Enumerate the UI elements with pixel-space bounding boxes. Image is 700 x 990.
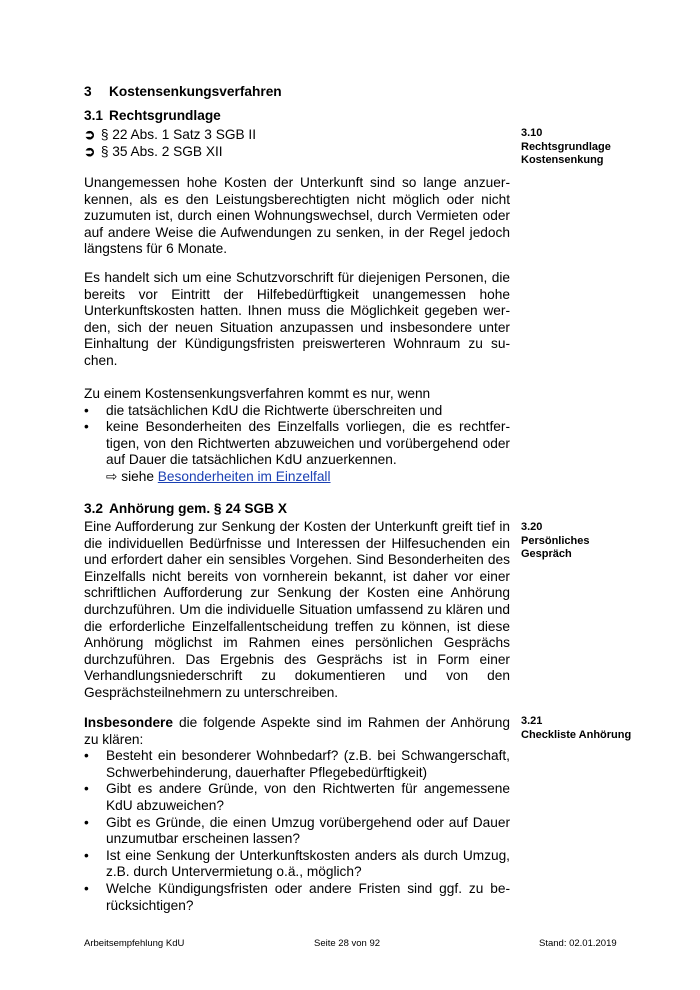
heading-3-2-title: Anhörung gem. § 24 SGB X [109, 501, 287, 516]
list-item: • Gibt es Gründe, die einen Umzug vorübergehend oder auf Dauer unzumutbar erscheinen lassen? [84, 815, 510, 848]
heading-3-1-number: 3.1 [84, 108, 104, 123]
arrow-icon: ➲ [84, 127, 96, 142]
paragraph-2: Es handelt sich um eine Schutzvorschrift für diejenigen Personen, die bereits vor Eintritt der Hilfebedürftigkeit unangemessen hohe Unterkunftskosten hatten. Ihnen muss die Möglichkeit gegeben werden, sich der neuen Situation anzupassen und insbesondere unter Einhaltung der Kündigungsfristen preiswerteren Wohnraum zu suchen. [84, 270, 510, 368]
paragraph-1: Unangemessen hohe Kosten der Unterkunft sind so lange anzuerkennen, als es den Leistungsberechtigten nicht möglich oder nicht zuzumuten ist, durch einen Wohnungswechsel, durch Vermieten oder auf andere Weise die Aufwendungen zu senken, in der Regel jedoch längstens für 6 Monate. [84, 175, 510, 257]
list-item: • die tatsächlichen KdU die Richtwerte überschreiten und [84, 403, 510, 420]
paragraph-3 [84, 386, 510, 486]
paragraph-4: Eine Aufforderung zur Senkung der Kosten der Unterkunft greift tief in die individuellen Bedürfnisse und Interessen der Hilfesuchenden ein und erfordert daher ein sensibles Vorgehen. Sind Besonderheiten des Einzelfalls nicht bereits von vornherein bekannt, ist daher vor einer schriftlichen Aufforderung zur Senkung der Kosten eine Anhörung durchzuführen. Um die individuelle Situation umfassend zu klären und die erforderliche Einzelfallentscheidung treffen zu können, ist diese Anhörung möglichst im Rahmen eines persönlichen Gesprächs durchzuführen. Das Ergebnis des Gesprächs ist in Form einer Verhandlungsniederschrift zu dokumentieren und von den Gesprächsteilnehmern zu unterschreiben. [84, 519, 510, 700]
heading-3 [84, 84, 282, 99]
list-item: • Ist eine Senkung der Unterkunftskosten anders als durch Umzug, z.B. durch Untervermietung o.ä., möglich? [84, 848, 510, 881]
paragraph-5-intro: Insbesondere die folgende Aspekte sind im Rahmen der Anhörung zu klären: [84, 715, 510, 747]
list-item: • Gibt es andere Gründe, von den Richtwerten für angemessene KdU abzuweichen? [84, 781, 510, 814]
heading-3-2-number: 3.2 [84, 501, 104, 516]
see-reference: ⇨ siehe Besonderheiten im Einzelfall [106, 468, 331, 484]
heading-3-2 [84, 501, 287, 516]
footer-date: Stand: 02.01.2019 [539, 938, 617, 949]
legal-references [84, 126, 504, 160]
list-item: • Welche Kündigungsfristen oder andere Fristen sind ggf. zu berücksichtigen? [84, 881, 510, 914]
footer-left: Arbeitsempfehlung KdU [84, 938, 185, 949]
margin-note-3-10: 3.10 Rechtsgrundlage Kostensenkung [521, 127, 611, 166]
list-item: • Besteht ein besonderer Wohnbedarf? (z.B. bei Schwangerschaft, Schwerbehinderung, dauerhafter Pflegebedürftigkeit) [84, 748, 510, 781]
margin-note-3-20: 3.20 Persönliches Gespräch [521, 521, 590, 560]
margin-note-3-21: 3.21 Checkliste Anhörung [521, 715, 632, 741]
checklist [84, 748, 510, 914]
legal-reference: ➲ § 35 Abs. 2 SGB XII [84, 144, 223, 159]
condition-list [84, 403, 510, 469]
heading-3-1 [84, 108, 221, 123]
paragraph-5 [84, 715, 510, 914]
heading-3-1-title: Rechtsgrundlage [109, 108, 221, 123]
arrow-icon: ➲ [84, 144, 96, 159]
footer-page-number: Seite 28 von 92 [314, 938, 381, 949]
link-besonderheiten[interactable]: Besonderheiten im Einzelfall [157, 468, 331, 484]
paragraph-3-intro: Zu einem Kostensenkungsverfahren kommt es nur, wenn [84, 386, 431, 401]
heading-3-title: Kostensenkungsverfahren [109, 84, 282, 99]
legal-reference: ➲ § 22 Abs. 1 Satz 3 SGB II [84, 127, 257, 142]
list-item: • keine Besonderheiten des Einzelfalls vorliegen, die es rechtfertigen, von den Richtwerten abzuweichen und vorübergehend oder auf Dauer die tatsächlichen KdU anzuerkennen. [84, 419, 510, 469]
heading-3-number: 3 [84, 84, 92, 99]
